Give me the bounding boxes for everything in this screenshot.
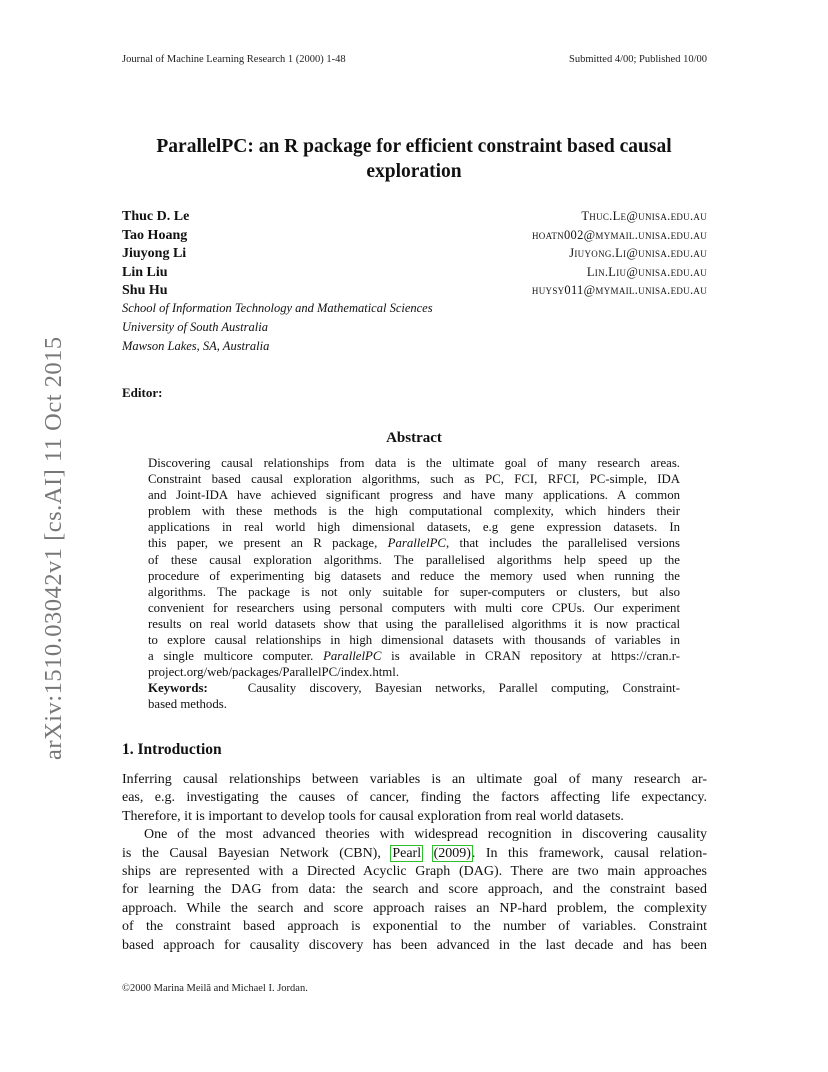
abstract-body: [148, 455, 680, 713]
abstract-text: is available in CRAN repository at https://cran.r-: [381, 649, 680, 664]
affiliation-line: Mawson Lakes, SA, Australia: [122, 339, 270, 353]
abstract-heading: Abstract: [386, 430, 442, 446]
citation-year-link[interactable]: (2009): [433, 845, 471, 861]
author-email[interactable]: Thuc.Le@unisa.edu.au: [581, 209, 707, 223]
author-name: Jiuyong Li: [122, 246, 187, 261]
author-name: Lin Liu: [122, 264, 168, 280]
body-line: One of the most advanced theories with widespread recognition in discovering causality: [144, 827, 707, 843]
title-line-2: exploration: [366, 161, 462, 182]
author-email[interactable]: hoatn002@mymail.unisa.edu.au: [531, 227, 707, 242]
abstract-line: project.org/web/packages/ParallelPC/index.html.: [148, 665, 400, 680]
keywords-label: Keywords:: [148, 681, 208, 696]
author-email[interactable]: huysy011@mymail.unisa.edu.au: [531, 283, 707, 297]
abstract-text: , that includes the parallelised versions: [445, 536, 681, 551]
package-name: ParallelPC: [323, 649, 382, 664]
submission-dates: Submitted 4/00; Published 10/00: [569, 54, 707, 65]
author-email[interactable]: Jiuyong.Li@unisa.edu.au: [569, 246, 707, 260]
journal-header: Journal of Machine Learning Research 1 (2000) 1-48: [122, 54, 346, 65]
keywords-line: based methods.: [148, 697, 227, 712]
abstract-text: this paper, we present an R package,: [148, 536, 388, 551]
editor-label: Editor:: [122, 385, 163, 400]
author-name: Tao Hoang: [122, 227, 188, 243]
package-name: ParallelPC: [387, 536, 446, 551]
keywords-line: [148, 680, 680, 696]
body-line: for learning the DAG from data: the search and score approach, and the constraint based: [122, 882, 707, 898]
abstract-line: Constraint based causal exploration algorithms, such as PC, FCI, RFCI, PC-simple, IDA: [148, 472, 680, 487]
affiliation: [122, 299, 433, 356]
author-row: [122, 207, 707, 226]
abstract-line: procedure of experimenting big datasets and reduce the memory used when running the: [148, 568, 680, 583]
title-line-1: ParallelPC: an R package for efficient constraint based causal: [156, 136, 672, 157]
abstract-line: of these causal exploration algorithms. The parallelised algorithms help speed up the: [148, 552, 680, 567]
abstract-line: [148, 535, 680, 551]
author-list: [122, 207, 707, 300]
introduction-body: [122, 771, 707, 955]
abstract-line: convenient for researchers using personal computers with multi core CPUs. Our experiment: [148, 600, 680, 615]
abstract-line: and Joint-IDA have achieved significant progress and have many applications. A common: [148, 488, 680, 503]
author-row: [122, 263, 707, 282]
body-line: Inferring causal relationships between variables is an ultimate goal of many research ar-: [122, 772, 707, 787]
body-line: approach. While the search and score approach raises an NP-hard problem, the complexity: [122, 900, 707, 916]
body-line: based approach for causality discovery has been advanced in the last decade and has been: [122, 937, 707, 953]
abstract-text: a single multicore computer.: [148, 649, 324, 664]
author-email[interactable]: Lin.Liu@unisa.edu.au: [586, 264, 707, 279]
body-line: Therefore, it is important to develop tools for causal exploration from real world datasets.: [122, 808, 624, 824]
affiliation-line: University of South Australia: [122, 320, 268, 334]
author-name: Shu Hu: [122, 283, 168, 298]
abstract-line: algorithms. The package is not only suitable for super-computers or clusters, but also: [148, 584, 680, 599]
author-name: Thuc D. Le: [122, 209, 190, 224]
abstract-line: Discovering causal relationships from data is the ultimate goal of many research areas.: [148, 456, 680, 470]
body-text: . In this framework, causal relation-: [471, 845, 707, 861]
body-line: of the constraint based approach is exponential to the number of variables. Constraint: [122, 919, 707, 935]
body-text: is the Causal Bayesian Network (CBN),: [122, 845, 392, 861]
author-row: [122, 226, 707, 245]
abstract-line: problem with these methods is the high computational complexity, which hinders their: [148, 504, 680, 519]
body-line: eas, e.g. investigating the causes of cancer, finding the factors affecting life expectancy.: [122, 790, 707, 806]
affiliation-line: School of Information Technology and Mathematical Sciences: [122, 301, 433, 315]
arxiv-stamp: arXiv:1510.03042v1 [cs.AI] 11 Oct 2015: [40, 336, 67, 760]
abstract-line: to explore causal relationships in high dimensional datasets with thousands of variables in: [148, 633, 680, 648]
author-row: [122, 244, 707, 263]
abstract-line: applications in real world high dimensional datasets, e.g gene expression datasets. In: [148, 520, 680, 535]
copyright-footer: ©2000 Marina Meilă and Michael I. Jordan.: [122, 983, 308, 994]
paper-title: [100, 134, 728, 184]
abstract-line: results on real world datasets show that using the parallelised algorithms it is now practical: [148, 616, 680, 631]
body-line: ships are represented with a Directed Acyclic Graph (DAG). There are two main approaches: [122, 864, 707, 880]
citation-author-link[interactable]: Pearl: [392, 845, 422, 861]
abstract-line: [148, 648, 680, 664]
section-heading: 1. Introduction: [122, 741, 222, 758]
author-row: [122, 281, 707, 300]
keywords-text: Causality discovery, Bayesian networks, Parallel computing, Constraint-: [247, 681, 680, 696]
body-line: [122, 845, 707, 863]
